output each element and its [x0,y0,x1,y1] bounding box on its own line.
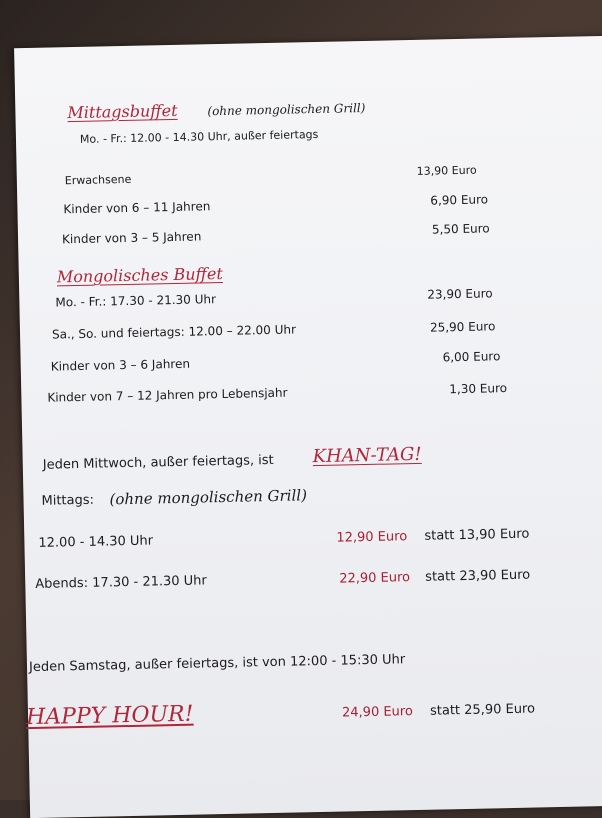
khan-row-price: 22,90 Euro [339,570,411,587]
happy-hour-instead: statt 25,90 Euro [429,701,536,719]
mongolian-row-price: 25,90 Euro [429,319,496,335]
mongolian-row-label: Kinder von 3 – 6 Jahren [50,356,191,374]
khan-row-instead: statt 13,90 Euro [424,526,530,544]
saturday-intro: Jeden Samstag, außer feiertags, ist von 12:00 - 15:30 Uhr [28,652,406,676]
khan-row-price: 12,90 Euro [336,529,408,546]
khan-midday-note: (ohne mongolischen Grill) [109,486,308,509]
lunch-row-price: 6,90 Euro [430,192,489,208]
mongolian-row-price: 1,30 Euro [449,381,508,397]
mongolian-row-label: Sa., So. und feiertags: 12.00 – 22.00 Uhr [51,322,297,342]
lunch-buffet-hours: Mo. - Fr.: 12.00 - 14.30 Uhr, außer feiertags [79,127,319,146]
mongolian-row-label: Kinder von 7 – 12 Jahren pro Lebensjahr [47,385,288,405]
khan-row-label: 12.00 - 14.30 Uhr [38,533,154,551]
khan-row-label: Abends: 17.30 - 21.30 Uhr [35,573,207,592]
lunch-row-label: Kinder von 3 – 5 Jahren [61,229,202,247]
mongolian-row-label: Mo. - Fr.: 17.30 - 21.30 Uhr [55,292,217,310]
mongolian-row-price: 23,90 Euro [427,286,493,302]
happy-hour-price: 24,90 Euro [341,704,414,721]
mongolian-buffet-title: Mongolisches Buffet [56,263,223,287]
lunch-buffet-note: (ohne mongolischen Grill) [207,100,366,119]
lunch-buffet-title: Mittagsbuffet [67,100,178,123]
mongolian-row-price: 6,00 Euro [442,349,501,365]
khan-midday-label: Mittags: [41,492,95,509]
lunch-row-price: 13,90 Euro [416,163,477,178]
lunch-row-label: Erwachsene [64,172,132,188]
khan-day-title: KHAN-TAG! [312,443,422,468]
happy-hour-title: HAPPY HOUR! [25,701,194,731]
lunch-row-price: 5,50 Euro [431,221,490,237]
lunch-row-label: Kinder von 6 – 11 Jahren [63,199,211,217]
khan-row-instead: statt 23,90 Euro [425,567,531,585]
khan-day-intro: Jeden Mittwoch, außer feiertags, ist [42,452,274,473]
menu-sheet [14,36,602,818]
